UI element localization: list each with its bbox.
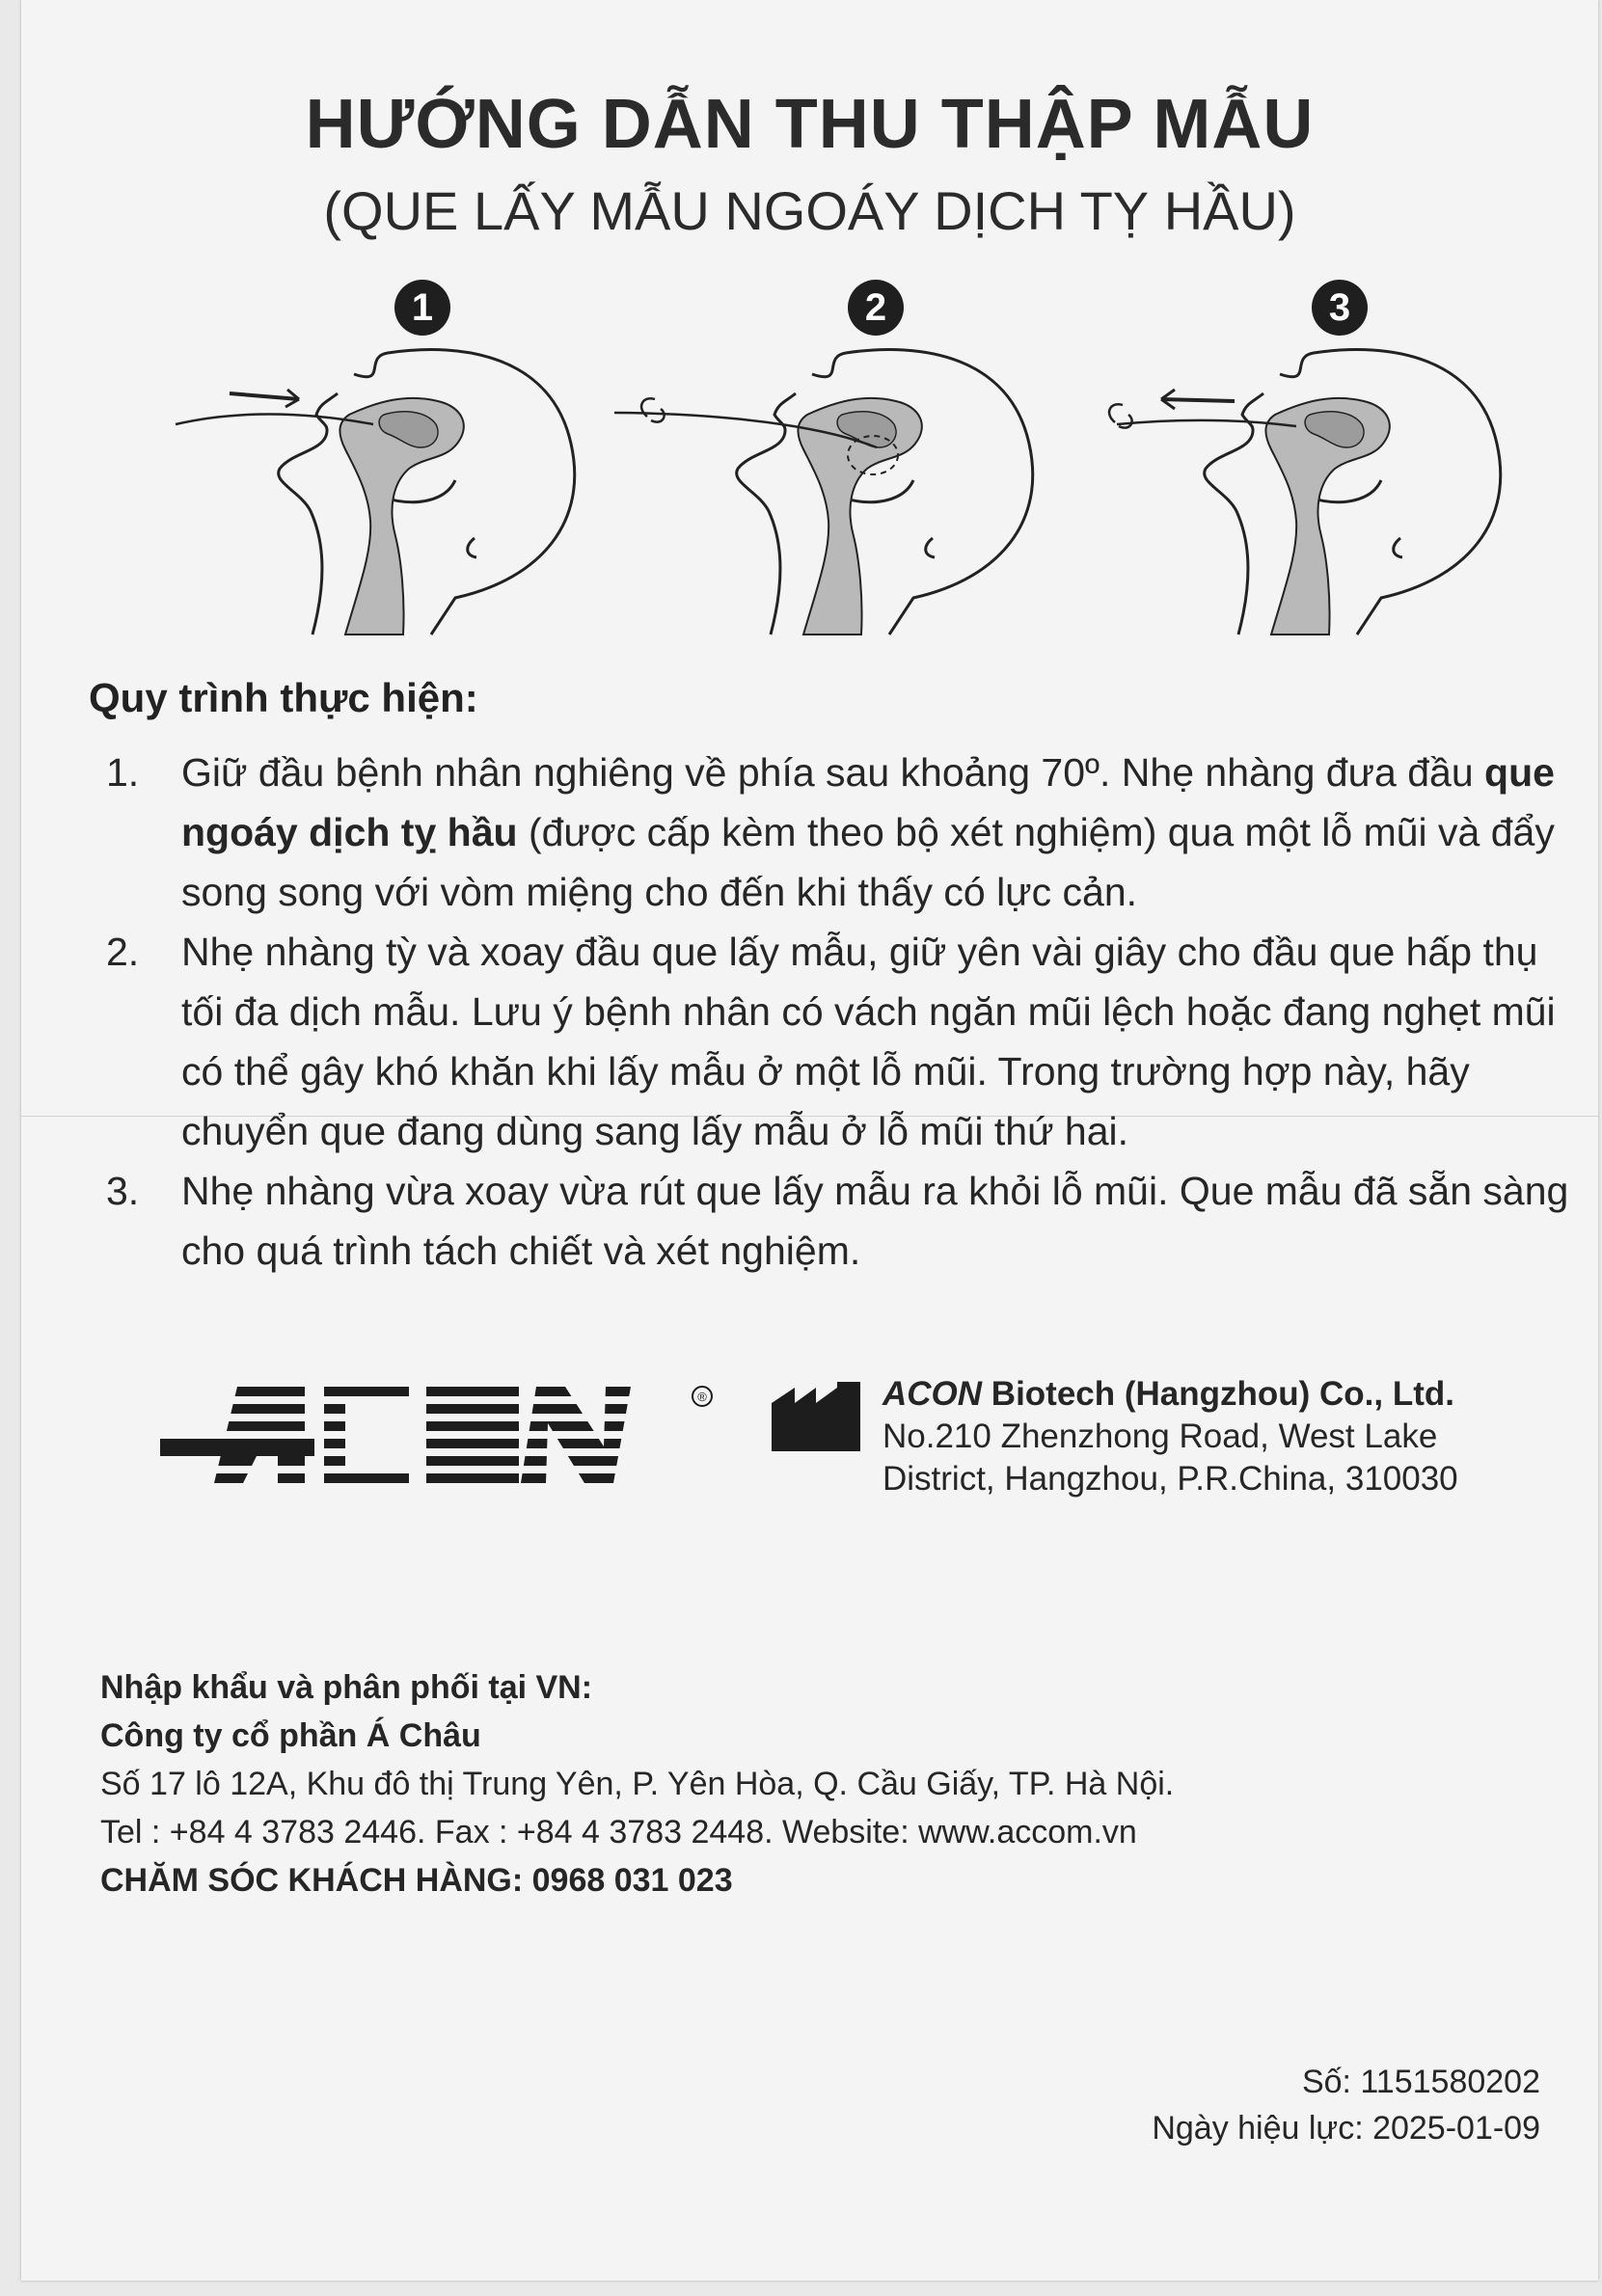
procedure-item-3 xyxy=(79,1161,1579,1281)
instruction-sheet xyxy=(21,0,1598,2281)
importer-info xyxy=(100,1663,1174,1904)
procedure-item-text: Nhẹ nhàng vừa xoay vừa rút que lấy mẫu ra khỏi lỗ mũi. Que mẫu đã sẵn sàng cho quá trình tách chiết và xét nghiệm. xyxy=(181,1169,1569,1273)
procedure-item-number: 2. xyxy=(106,930,140,974)
procedure-list xyxy=(79,743,1579,1281)
manufacturer-info xyxy=(882,1373,1458,1500)
step-badge-2: 2 xyxy=(848,280,904,336)
document-number: Số: 1151580202 xyxy=(1301,2064,1540,2100)
manufacturer-address-line2: District, Hangzhou, P.R.China, 310030 xyxy=(882,1460,1458,1498)
registered-mark: ® xyxy=(697,1390,707,1404)
manufacturer-name: ACON Biotech (Hangzhou) Co., Ltd. xyxy=(882,1375,1454,1413)
nasal-swab-rotate-illustration xyxy=(614,280,1154,646)
procedure-heading: Quy trình thực hiện: xyxy=(89,675,478,720)
importer-contact: Tel : +84 4 3783 2446. Fax : +84 4 3783 2448. Website: www.accom.vn xyxy=(100,1814,1137,1850)
procedure-item-2 xyxy=(79,922,1579,1161)
manufacturer-address-line1: No.210 Zhenzhong Road, West Lake xyxy=(882,1418,1438,1455)
importer-label: Nhập khẩu và phân phối tại VN: xyxy=(100,1669,593,1706)
nasal-swab-withdraw-illustration xyxy=(1082,280,1602,646)
importer-company: Công ty cổ phần Á Châu xyxy=(100,1717,481,1754)
manufacturer-factory-icon xyxy=(770,1382,862,1453)
swab-name: que ngoáy dịch tỵ hầu xyxy=(181,750,1555,854)
procedure-item-number: 1. xyxy=(106,750,140,795)
step-illustration-3 xyxy=(1082,280,1602,646)
procedure-item-text: Nhẹ nhàng tỳ và xoay đầu que lấy mẫu, giữ yên vài giây cho đầu que hấp thụ tối đa dịch mẫu. Lưu ý bệnh nhân có vách ngăn mũi lệch hoặc đang nghẹt mũi có thể gây khó khăn khi lấy mẫu ở một lỗ mũi. Trong trường hợp này, hãy chuyển que đang dùng sang lấy mẫu ở lỗ mũi thứ hai. xyxy=(181,930,1556,1153)
step-illustration-2 xyxy=(614,280,1154,646)
acon-logo xyxy=(160,1379,720,1504)
page-subtitle: (QUE LẤY MẪU NGOÁY DỊCH TỴ HẦU) xyxy=(323,180,1296,241)
procedure-item-text: Giữ đầu bệnh nhân nghiêng về phía sau khoảng 70º. Nhẹ nhàng đưa đầu que ngoáy dịch tỵ hầu (được cấp kèm theo bộ xét nghiệm) qua một lỗ mũi và đẩy song song với vòm miệng cho đến khi thấy có lực cản. xyxy=(181,750,1555,914)
page-title: HƯỚNG DẪN THU THẬP MẪU xyxy=(305,86,1315,163)
customer-care-hotline: CHĂM SÓC KHÁCH HÀNG: 0968 031 023 xyxy=(100,1862,733,1899)
step-badge-1: 1 xyxy=(394,280,450,336)
procedure-item-number: 3. xyxy=(106,1169,140,1213)
document-reference xyxy=(1152,2059,1540,2151)
effective-date: Ngày hiệu lực: 2025-01-09 xyxy=(1152,2110,1540,2147)
procedure-item-1 xyxy=(79,743,1579,922)
importer-address: Số 17 lô 12A, Khu đô thị Trung Yên, P. Yên Hòa, Q. Cầu Giấy, TP. Hà Nội. xyxy=(100,1766,1175,1802)
step-badge-3: 3 xyxy=(1312,280,1368,336)
